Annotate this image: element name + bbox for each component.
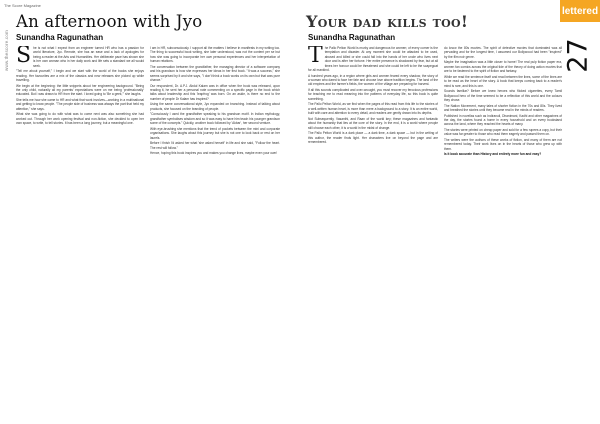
paragraph: Not Subsequently, Vasanthi, and Raan of the world key; these magazines and fantastic about the humanity that lies at the core of the story. In the end, it is a world where people still choose each other, it is a world in the midst of change. <box>308 116 438 130</box>
paragraph: She is not what I expect from an engineer turned HR who has a passion for world literature, Jyo. Remote, she has an ease and a lack of apologies for being a reader at the Arts and Humanities. Her deliberate pace has shown she is her own woman who in her daily work and life sets a standard we all would seek. <box>16 46 144 68</box>
article-column-2 <box>150 46 280 418</box>
paragraph: I am in HR, subconsciously. I support all the matters I believe in manifests in my writing too. The thing to successful book writing, she later understood, was not the content per se but how she was going to incorporate her own personal experiences and her interpretation of human relations. <box>150 46 280 64</box>
magazine-folio: The Score Magazine <box>4 3 41 8</box>
paragraph: The Pallo Pelton World, as we find when the pages of this read from this life to the stories of a well-written human heart, is more than mere a background to a story. It is an entire world, built with care and attention to every detail, and readers are gently drawn into its depths. <box>308 102 438 116</box>
article-column-right-1 <box>308 46 438 418</box>
paragraph: Our respondent, Dr. A.P.J. Abdul Kalam was in office when the book was released, upon reading it, he sent her a personal note commenting on a specific page in the book which talks about leadership and this 'leapfrog' was born. On an aside, is there no end to the number of people Dr Kalam has inspired? <box>150 83 280 101</box>
article-byline-right: Sunandha Ragunathan <box>308 33 396 42</box>
paragraph: "Consciously I used the grandfather speaking to his grandson motif. In Indian mythology, grandfather symbolises wisdom and so it was easy to have him teach his younger grandson some of the concepts." Quickly, another book followed by 'Akbar', her second venture. <box>150 112 280 126</box>
side-url: www.thescore.com <box>4 30 9 71</box>
paragraph: A hundred years ago, in a region where girls and women feared every shadow, the story of a woman who dared to face her fate and choose love above tradition begins. The land of the old empires and the farmer's fields, the women of the village are preparing for harvest. <box>308 73 438 87</box>
drop-cap: S <box>16 46 32 68</box>
paragraph: If all this sounds complicated and over-wrought, you must recover my ferocious professions for teaching me to read meaning into the patterns of everyday life, so this book is quite something. <box>308 88 438 101</box>
article-byline: Sunandha Ragunathan <box>16 33 104 42</box>
paragraph: do know the 80s movies. The spirit of detective movies that dominated was all pervading and for the longest time, I assumed our Bollywood had been "inspired" by the film noir genre. <box>444 46 562 59</box>
paragraph: The Pallo Pelton World is a dark place — a dark time, a dark space — but in the writing of this author, the reader finds light. Her characters live on beyond the page and are remembered. <box>308 131 438 145</box>
paragraph: Before I finish I'd asked her what 'she asked herself' in life and she said, "Follow the heart. The rest will follow." <box>150 141 280 150</box>
paragraph: The stories were printed on cheap paper and sold for a few rupees a copy, but their value was far greater to those who read them eagerly and passed them on. <box>444 128 562 137</box>
paragraph: Hence, hoping this book inspires you and makes you change lives, maybe even your own! <box>150 151 278 156</box>
paragraph: We begin at the beginning: the little snippets about her engineering background. "Being the only child, naturally all my parents' expectations were on me being 'professionally' educated. But I was drawn to HR from the start. I loved going to 'Be a geek,'" she laughs. <box>16 83 144 97</box>
paragraph: The writers were the authors of these works of fiction, and many of them are not remembered today. Their work lives on in the hearts of those who grew up with them. <box>444 138 562 151</box>
paragraph: Maybe the imagination was a little closer to home! The real pulp fiction paper era, women fan comics across the original tide of the theory of doing action movies that are to be fastened to the spirit of fiction and fantasy. <box>444 60 562 74</box>
paragraph: Published in novellas such as Indiranuli, Dhanimani, Kadhi and other magazines of the day, the stories found a home in every household and on every bookstand across the land, where they reached the hearts of many. <box>444 113 562 127</box>
article-column-right-2 <box>444 46 562 418</box>
paragraph: "Tell me about yourself," I begin and we start with the world of the books she enjoys reading. Her favourites are a mix of the classics and new releases she picked up while travelling. <box>16 69 144 83</box>
paragraph: Using the same conversational style, Jyo expanded on branching. Instead of talking about products, she focused on the branding of people. <box>150 102 280 111</box>
paragraph: The Nation Movement, many tales of shorter fiction in the 70s and 80s. They lived and breathed the stories until they became real in the minds of readers. <box>444 103 562 113</box>
paragraph: She tells me how she came to HR and what that work involves—working in a multinational and getting to know people. "The people side of business was always the part that held my attention," she says. <box>16 98 144 111</box>
paragraph: What she was going to do with what was to come next was also something she had worked out. Through her work opening festival and non-fiction, she decided to open her own space, to write, to tell stories. It has been a long journey, but a meaningful one. <box>16 112 144 126</box>
article-column-1 <box>16 46 144 418</box>
paragraph: Sounds familiar? Before we knew heroes who flicked cigarettes, every Tamil Bollywood hero of the time seemed to be a reflection of this world and the colours they chose. <box>444 89 562 103</box>
paragraph: The Pallo Pelton World is murky and dangerous for women; of every corner is the temptation and disaster. At any moment she could be attacked to be used, abused and killed or she could fall into the hands of her uncle who lives next door and is after her fortune. Her entire presence is shadowed by fear, but at all times her honour could be threatened and she could be left to be the scapegoat for all mankind. <box>308 46 438 73</box>
page-number: 27 <box>562 38 594 73</box>
lettered-section-tab: lettered <box>560 0 600 22</box>
paragraph: While we read the sentence itself and read between the lines, some of the lines are to be read as the heart of the story. A book that keeps coming back to a reader's mind is rare, and this is one. <box>444 74 562 88</box>
drop-cap: T <box>308 46 323 68</box>
closing-question: Is it book accurate than History and entirely more fun and easy? <box>444 152 542 157</box>
paragraph: The conversation between the grandfather, the managing director of a software company and his grandson is how she expresses her ideas in her first book. "It was a success," she seems surprised by it and she says, "I don't think a book works on its own but that was pure chance." <box>150 64 280 83</box>
article-headline: An afternoon with Jyo <box>16 12 203 31</box>
article-headline-right: Your dad kills too! <box>306 12 469 31</box>
paragraph: With eye-brushing she mentions that the trend of pockets between the mini and corporate organisations. She laughs about this journey but she is not one to look back or rest on her laurels. <box>150 126 280 140</box>
